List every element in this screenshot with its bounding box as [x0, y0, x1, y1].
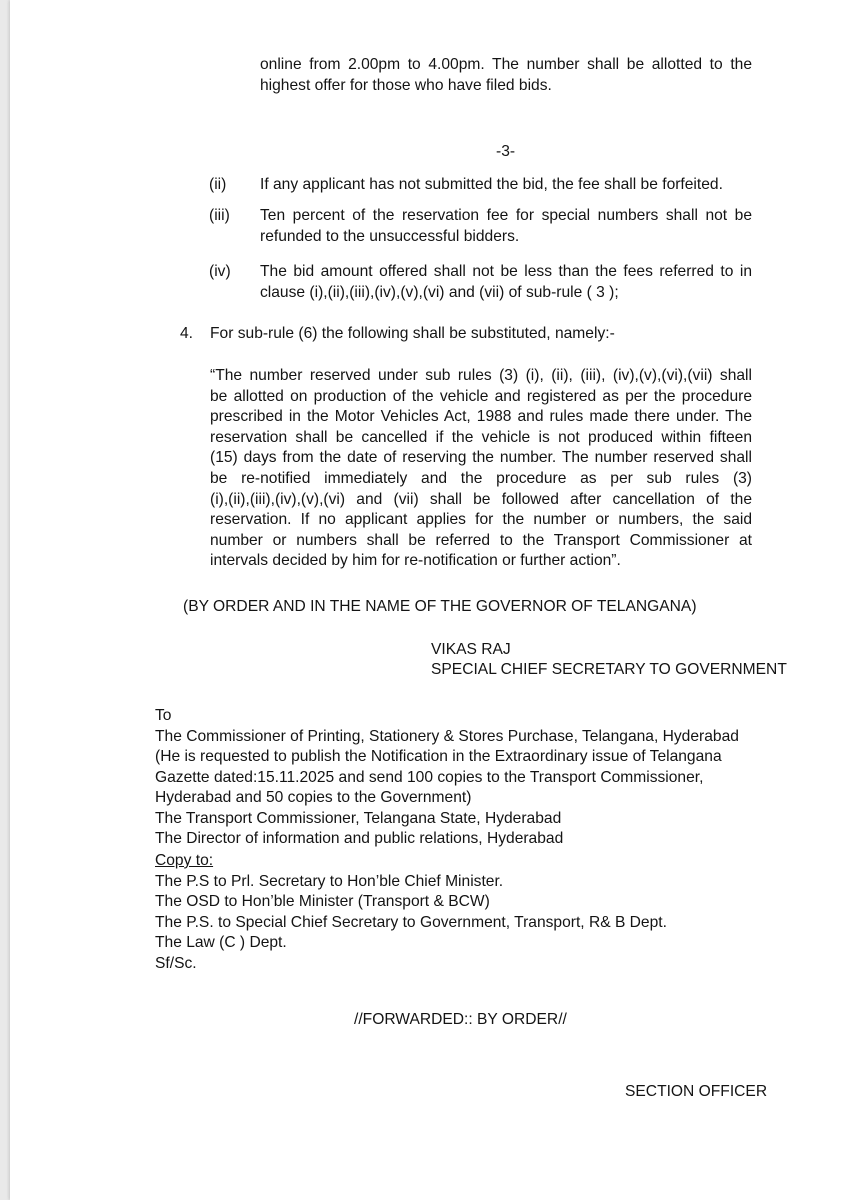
to-line-2: (He is requested to publish the Notification in the Extraordinary issue of Telangana	[155, 748, 722, 765]
copy-line-2: The OSD to Hon’ble Minister (Transport & BCW)	[155, 893, 490, 910]
quote-line-7: (i),(ii),(iii),(iv),(v),(vi) and (vii) shall be followed after cancellation of the	[210, 490, 752, 508]
to-line-1: The Commissioner of Printing, Stationery & Stores Purchase, Telangana, Hyderabad	[155, 727, 739, 745]
to-line-4: Hyderabad and 50 copies to the Government)	[155, 789, 472, 806]
copy-line-5: Sf/Sc.	[155, 954, 197, 972]
clause-iv-line-1: The bid amount offered shall not be less than the fees referred to in	[260, 263, 752, 280]
order-line: (BY ORDER AND IN THE NAME OF THE GOVERNOR OF TELANGANA)	[183, 598, 697, 615]
quote-line-4: reservation shall be cancelled if the vehicle is not produced within fifteen	[210, 428, 752, 446]
to-line-5: The Transport Commissioner, Telangana State, Hyderabad	[155, 809, 562, 827]
continuation-line-1: online from 2.00pm to 4.00pm. The number shall be allotted to the	[260, 56, 752, 73]
copy-to-label: Copy to:	[155, 852, 214, 869]
continuation-line-2: highest offer for those who have filed bids.	[260, 77, 552, 94]
quote-line-2: be allotted on production of the vehicle and registered as per the procedure	[210, 387, 752, 405]
quote-line-8: reservation. If no applicant applies for the number or numbers, the said	[210, 511, 752, 529]
quote-line-1: “The number reserved under sub rules (3) (i), (ii), (iii), (iv),(v),(vi),(vii) shall	[210, 367, 752, 384]
quote-line-9: number or numbers shall be referred to the Transport Commissioner at	[210, 531, 752, 549]
clause-iv-line-2: clause (i),(ii),(iii),(iv),(v),(vi) and (vii) of sub-rule ( 3 );	[260, 284, 619, 301]
to-line-3: Gazette dated:15.11.2025 and send 100 copies to the Transport Commissioner,	[155, 768, 704, 786]
quote-line-5: (15) days from the date of reserving the number. The number reserved shall	[210, 449, 752, 467]
to-line-6: The Director of information and public relations, Hyderabad	[155, 830, 564, 847]
forwarded-line: //FORWARDED:: BY ORDER//	[354, 1011, 567, 1028]
clause-number-iii: (iii)	[209, 207, 230, 224]
copy-line-3: The P.S. to Special Chief Secretary to Government, Transport, R& B Dept.	[155, 913, 667, 931]
page-number: -3-	[496, 143, 516, 160]
signatory-name: VIKAS RAJ	[431, 641, 511, 658]
item-4-text: For sub-rule (6) the following shall be substituted, namely:-	[210, 325, 615, 342]
clause-iii-line-1: Ten percent of the reservation fee for special numbers shall not be	[260, 207, 752, 224]
quote-line-3: prescribed in the Motor Vehicles Act, 1988 and rules made there under. The	[210, 408, 752, 426]
quote-line-6: be re-notified immediately and the procedure as per sub rules (3)	[210, 470, 752, 487]
document-page	[10, 0, 857, 1200]
section-officer: SECTION OFFICER	[625, 1083, 768, 1100]
to-label: To	[155, 707, 172, 724]
clause-number-ii: (ii)	[209, 176, 227, 193]
copy-line-1: The P.S to Prl. Secretary to Hon’ble Chief Minister.	[155, 872, 504, 890]
signatory-title: SPECIAL CHIEF SECRETARY TO GOVERNMENT	[431, 661, 787, 678]
clause-ii-line-1: If any applicant has not submitted the bid, the fee shall be forfeited.	[260, 176, 723, 193]
clause-number-iv: (iv)	[209, 263, 231, 280]
clause-iii-line-2: refunded to the unsuccessful bidders.	[260, 228, 520, 245]
quote-line-10: intervals decided by him for re-notification or further action”.	[210, 552, 621, 570]
item-4-number: 4.	[180, 325, 194, 342]
copy-line-4: The Law (C ) Dept.	[155, 934, 287, 951]
